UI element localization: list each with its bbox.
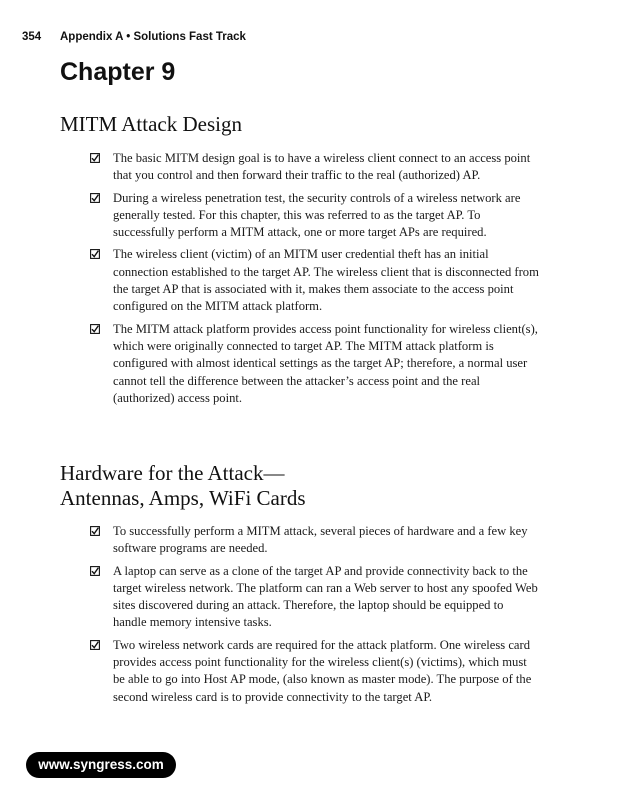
- bullet-text: During a wireless penetration test, the security controls of a wireless network are generally tested. For this chapter, this was referred to as the target AP. To successfully perform a MITM attack, one or more target APs are required.: [113, 190, 521, 240]
- page-number: 354: [22, 31, 42, 43]
- section-title-line: Hardware for the Attack—: [60, 461, 285, 485]
- running-header: [22, 31, 246, 43]
- checkbox-checked-icon: [90, 324, 100, 334]
- checkbox-checked-icon: [90, 526, 100, 536]
- bullet-text: The MITM attack platform provides access point functionality for wireless client(s), which were originally connected to target AP. The MITM attack platform is configured with almost identical settings as the target AP; therefore, a normal user cannot tell the difference between the attacker’s access point and the real (authorized) access point.: [113, 321, 538, 405]
- section-title-hardware-for-the-attack: [60, 461, 306, 511]
- running-title: Appendix A • Solutions Fast Track: [60, 31, 246, 43]
- bullet-text: The basic MITM design goal is to have a wireless client connect to an access point that you control and then forward their traffic to the real (authorized) AP.: [113, 151, 531, 183]
- bullet-text: The wireless client (victim) of an MITM user credential theft has an initial connection established to the target AP. The wireless client that is disconnected from the target AP that is associated with it, makes them associate to the access point configured on the MITM attack platform.: [113, 247, 539, 314]
- list-item: [90, 637, 540, 706]
- list-item: [90, 321, 540, 407]
- list-item: [90, 150, 540, 185]
- bullet-text: A laptop can serve as a clone of the target AP and provide connectivity back to the target wireless network. The platform can ran a Web server to host any spoofed Web sites discovered during an attack. Therefore, the laptop should be equipped to handle memory intensive tasks.: [113, 563, 538, 630]
- bullet-text: To successfully perform a MITM attack, several pieces of hardware and a few key software programs are needed.: [113, 524, 528, 556]
- section-title-line: Antennas, Amps, WiFi Cards: [60, 486, 306, 510]
- section-title-mitm-attack-design: MITM Attack Design: [60, 112, 242, 136]
- checkbox-checked-icon: [90, 193, 100, 203]
- list-item: [90, 246, 540, 315]
- checkbox-checked-icon: [90, 640, 100, 650]
- list-item: [90, 523, 540, 558]
- list-item: [90, 190, 540, 242]
- bullet-list-mitm-attack-design: [90, 150, 540, 412]
- checkbox-checked-icon: [90, 566, 100, 576]
- list-item: [90, 563, 540, 632]
- footer-url-badge[interactable]: www.syngress.com: [26, 752, 176, 778]
- chapter-title: Chapter 9: [60, 58, 176, 86]
- checkbox-checked-icon: [90, 153, 100, 163]
- bullet-text: Two wireless network cards are required for the attack platform. One wireless card provides access point functionality for the wireless client(s) (victims), which must be able to go into Host AP mode, (also known as master mode). The purpose of the second wireless card is to provide connectivity to the target AP.: [113, 637, 532, 704]
- checkbox-checked-icon: [90, 249, 100, 259]
- bullet-list-hardware-for-the-attack: [90, 523, 540, 711]
